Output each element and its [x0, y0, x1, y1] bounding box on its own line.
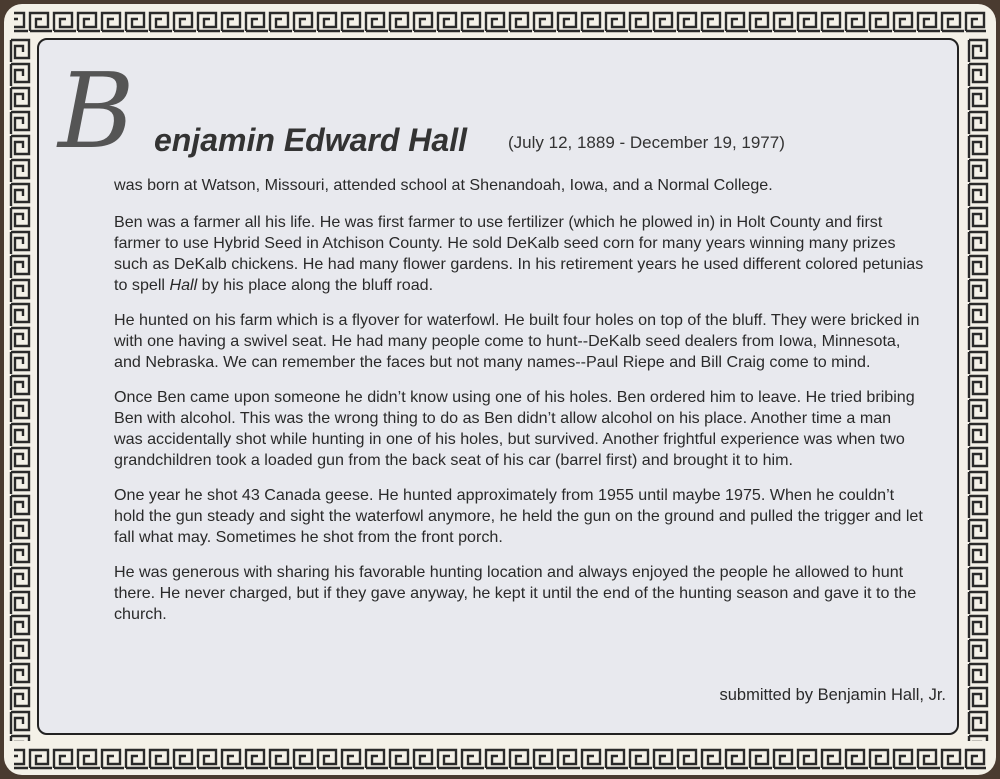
right-border-ornament — [962, 38, 996, 741]
top-border-ornament — [4, 4, 996, 38]
paragraph-farming-emphasis: Hall — [169, 276, 198, 294]
title-initial: B — [58, 50, 135, 172]
paragraph-farming-text: Ben was a farmer all his life. He was first farmer to use fertilizer (which he plowed in) in Holt County and first farmer to use Hybrid Seed in Atchison County. He sold DeKalb seed corn for many years winning many prizes such as DeKalb chickens. He had many flower gardens. In his retirement years he used different colored petunias to spell — [114, 213, 924, 294]
page-title — [58, 50, 938, 172]
paragraph-generosity: He was generous with sharing his favorable hunting location and always enjoyed the people he allowed to hunt there. He never charged, but if they gave anyway, he kept it until the end of the hunting season and gave it to the church. — [114, 563, 917, 623]
bottom-border-ornament — [4, 741, 996, 775]
signature: submitted by Benjamin Hall, Jr. — [719, 686, 946, 704]
left-border-ornament — [4, 38, 38, 741]
paragraph-farming-end: by his place along the bluff road. — [197, 276, 434, 294]
paragraph-geese: One year he shot 43 Canada geese. He hunted approximately from 1955 until maybe 1975. When he couldn’t hold the gun steady and sight the waterfowl anymore, he held the gun on the ground and pulled the trigger and let fall what may. Sometimes he shot from the front porch. — [114, 486, 923, 546]
paragraph-hunting: He hunted on his farm which is a flyover for waterfowl. He built four holes on top of the bluff. They were bricked in with one having a swivel seat. He had many people come to hunt--DeKalb seed dealers from Iowa, Minnesota, and Nebraska. We can remember the faces but not many names--Paul Riepe and Bill Craig come to mind. — [114, 311, 920, 371]
biography-text — [114, 175, 924, 639]
title-dates: (July 12, 1889 - December 19, 1977) — [508, 133, 785, 152]
paragraph-birth: was born at Watson, Missouri, attended school at Shenandoah, Iowa, and a Normal College. — [114, 176, 773, 194]
title-name: enjamin Edward Hall — [154, 122, 467, 158]
paragraph-stories: Once Ben came upon someone he didn’t know using one of his holes. Ben ordered him to leave. He tried bribing Ben with alcohol. This was the wrong thing to do as Ben didn’t allow alcohol on his place. Another time a man was accidentally shot while hunting in one of his holes, but survived. Another frightful experience was when two grandchildren took a loaded gun from the back seat of his car (barrel first) and brought it to him. — [114, 388, 915, 469]
paragraph-farming — [114, 212, 924, 296]
